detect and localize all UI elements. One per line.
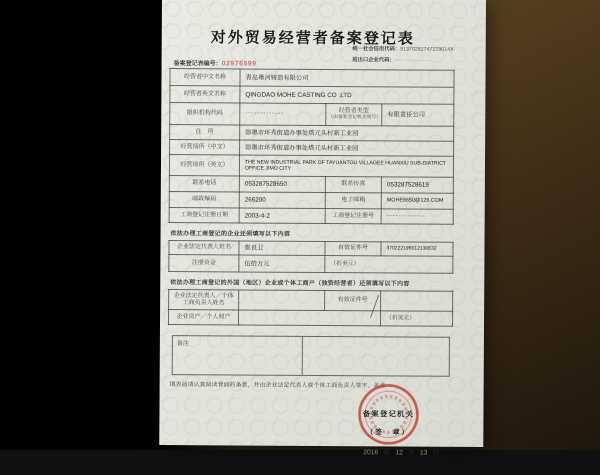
date-year-unit: 年 <box>383 449 391 457</box>
code-block <box>352 42 453 65</box>
field-label: 工商登记注册号 <box>325 209 381 224</box>
form-title: 对外贸易经营者备案登记表 <box>210 29 415 48</box>
field-value: ------------- <box>240 103 326 126</box>
field-label: 企业资产／个人财产 <box>169 310 239 325</box>
foreign-rep-table <box>168 289 453 327</box>
table-row <box>169 192 453 210</box>
field-value: QINGDAO MOHE CASTING CO .LTD <box>240 86 454 104</box>
field-value-empty <box>239 310 381 326</box>
form-header-row <box>170 48 456 70</box>
field-label: 企业法定代表人姓名 <box>169 241 239 255</box>
main-info-table <box>169 68 455 225</box>
remark-label: 备注 <box>173 336 303 375</box>
field-label: 经营者中文名称 <box>170 69 240 86</box>
field-value: 崔良卫 <box>239 241 325 256</box>
credit-code-value: 91370282747229014X <box>400 46 454 53</box>
field-label: 经营场所（英文） <box>169 155 239 176</box>
table-row <box>170 86 454 105</box>
field-label: 企业法定代表人／个体工商负责人姓名 <box>169 290 239 310</box>
table-row <box>170 103 454 127</box>
field-value: 053287528650 <box>239 176 325 193</box>
field-label: 有效证件号 <box>325 290 381 310</box>
form-content <box>159 26 486 475</box>
registration-form-paper <box>159 0 486 457</box>
table-row <box>170 69 454 88</box>
field-label <box>326 104 382 126</box>
registration-authority-label: 备案登记机关 <box>362 409 415 419</box>
field-label: 电子邮箱 <box>325 193 381 209</box>
credit-code-label: 统一社会信用代码： <box>352 46 401 53</box>
footer-instruction: 填表前请认真阅读背面的条款，并由企业法定代表人或个体工商负责人签字、盖章 <box>169 382 386 390</box>
field-label: 注册资金 <box>169 255 239 272</box>
field-label: 联系电话 <box>169 176 239 192</box>
field-label: 邮政编码 <box>169 192 239 208</box>
field-label: 住 所 <box>170 125 240 140</box>
table-row <box>169 176 453 194</box>
field-value: 即墨市环秀街道办事处塔元头村新工业园 <box>240 125 454 141</box>
field-value: 370222196512130632 <box>381 242 453 256</box>
usd-equivalent-label: （折美元） <box>381 311 453 326</box>
table-row <box>169 290 453 312</box>
table-row <box>170 125 454 142</box>
form-number-value: 02976599 <box>221 60 257 68</box>
field-value: 青岛墨河铸造有限公司 <box>240 69 454 87</box>
date-month-value: 12 <box>395 449 403 457</box>
table-row <box>170 140 454 157</box>
table-row <box>169 208 453 225</box>
remark-empty-cell <box>302 337 449 376</box>
date-month-unit: 月 <box>407 449 415 457</box>
table-row <box>169 310 453 327</box>
section-header-foreign: 依法办理工商登记的外国（地区）企业或个体工商户（独资经营者）还须填写以下内容 <box>170 280 410 288</box>
registration-date <box>363 447 439 457</box>
field-value: 伍拾万元 <box>239 255 325 273</box>
table-row <box>169 155 453 178</box>
date-day-value: 13 <box>419 449 428 457</box>
field-value: 2003-4-2 <box>239 208 325 224</box>
field-value: MOHE8650@126.COM <box>381 193 453 209</box>
field-value-empty <box>381 291 453 311</box>
operator-type-label: 经营者类型 <box>338 108 369 115</box>
date-year-value: 2016 <box>363 449 379 457</box>
field-label: 组织机构代码 <box>170 103 240 125</box>
field-label: 经营者英文名称 <box>170 86 240 103</box>
form-number-label: 备案登记表编号： <box>173 61 222 68</box>
foreign-rep-table-wrap <box>168 289 454 327</box>
field-label: 联系传真 <box>325 177 381 193</box>
operator-type-note: （由备案登记机关填写） <box>328 115 382 121</box>
remark-box <box>172 335 450 377</box>
field-value-empty <box>239 290 325 311</box>
section-header-domestic: 依法办理工商登记的企业还须填写以下内容 <box>170 231 291 238</box>
field-label: 工商登记注册日期 <box>169 208 239 223</box>
signature-seal-label: （签 章） <box>366 429 411 437</box>
field-value: 266200 <box>239 192 325 209</box>
field-value: 053287528619 <box>381 177 453 193</box>
field-value: 有限责任公司 <box>382 104 454 126</box>
field-value: ------------- <box>381 209 453 224</box>
field-value: THE NEW INDUSTRIAL PARK OF TAYUANTOU VILLAGEE HUANXIU SUB-DIATRICT OFFICE JIMO CITY <box>239 155 453 177</box>
field-value: 即墨市环秀街道办事处塔元头村新工业园 <box>240 140 454 156</box>
field-label: 经营场所（中文） <box>170 140 240 155</box>
legal-rep-table <box>168 240 453 274</box>
usd-equivalent-label: （折美元） <box>325 256 453 274</box>
ie-code-value: ------------- <box>394 57 431 64</box>
field-label: 有效证件号 <box>325 242 381 256</box>
form-number <box>174 58 257 68</box>
table-row <box>169 255 453 274</box>
date-day-unit: 日 <box>432 449 440 457</box>
ie-code-label: 进出口企业代码： <box>352 57 395 64</box>
